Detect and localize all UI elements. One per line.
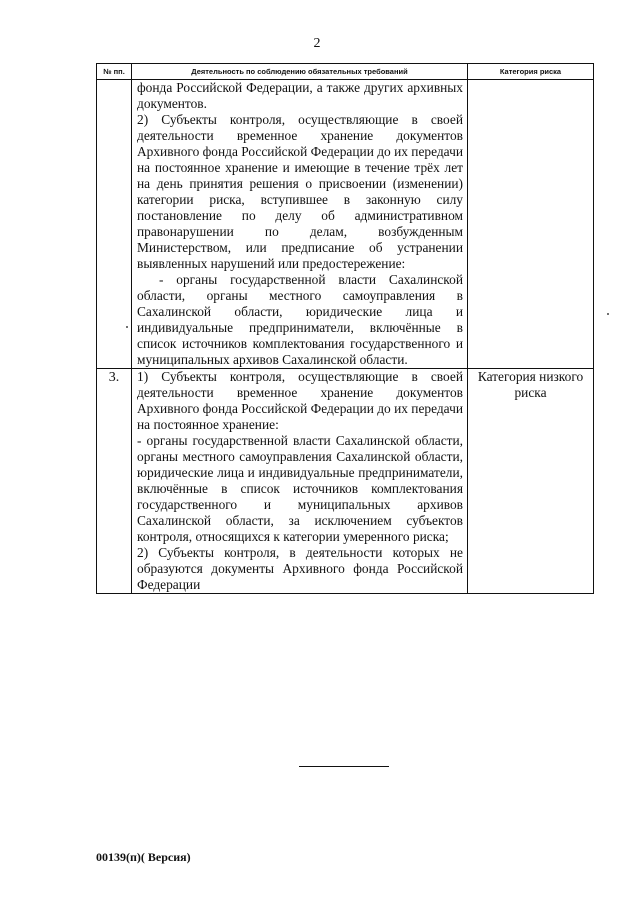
table-header-row: [97, 64, 594, 80]
activity-paragraph: - органы государственной власти Сахалинской области, органы местного самоуправления Сахалинской области, юридические лица и индивидуальные предприниматели, включённые в список источников комплектования государственного и муниципальных архивов Сахалинской области, за исключением субъектов контроля, относящихся к категории умеренного риска;: [137, 433, 463, 544]
activity-paragraph: 1) Субъекты контроля, осуществляющие в своей деятельности временное хранение документов Архивного фонда Российской Федерации до их передачи на постоянное хранение:: [137, 369, 463, 432]
activity-cell: [132, 80, 468, 369]
page-number: 2: [313, 36, 321, 51]
signature-line: [299, 766, 389, 767]
activity-paragraph: фонда Российской Федерации, а также других архивных документов.: [137, 80, 463, 111]
header-number: № пп.: [97, 64, 132, 80]
category-cell: [468, 80, 594, 369]
activity-cell: [132, 369, 468, 594]
activity-paragraph: 2) Субъекты контроля, осуществляющие в своей деятельности временное хранение документов Архивного фонда Российской Федерации до их передачи на постоянное хранение и имеющие в течение трёх лет на день принятия решения о присвоении (изменении) категории риска, вступившее в законную силу постановление по делу об административном правонарушении по делам, возбужденным Министерством, или предписание об устранении выявленных нарушений или предостережение:: [137, 112, 463, 271]
header-category: Категория риска: [468, 64, 594, 80]
category-cell: Категория низкого риска: [468, 369, 594, 594]
table-row: [97, 369, 594, 594]
row-number: 3.: [97, 369, 132, 594]
header-activity: Деятельность по соблюдению обязательных требований: [132, 64, 468, 80]
activity-paragraph: - органы государственной власти Сахалинской области, органы местного самоуправления в Сахалинской области, юридические лица и индивидуальные предприниматели, включённые в список источников комплектования государственного и муниципальных архивов Сахалинской области.: [137, 272, 463, 367]
activity-paragraph: 2) Субъекты контроля, в деятельности которых не образуются документы Архивного фонда Российской Федерации: [137, 545, 463, 592]
table-row: [97, 80, 594, 369]
scan-speck: [607, 313, 609, 315]
scan-speck: [126, 326, 128, 328]
footer-document-code: 00139(п)( Версия): [96, 850, 191, 864]
risk-category-table: [96, 63, 594, 594]
